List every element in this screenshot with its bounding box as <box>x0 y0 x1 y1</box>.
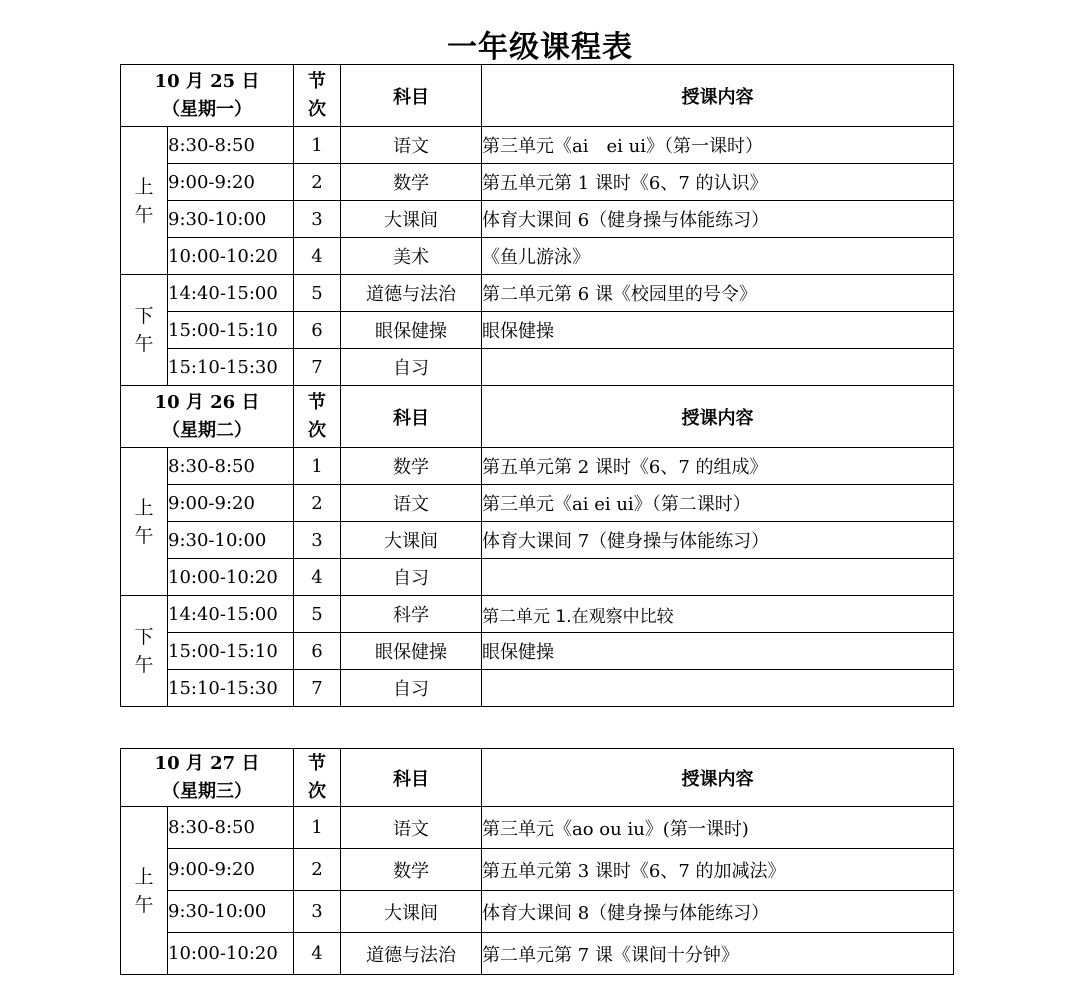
content-cell: 体育大课间 8（健身操与体能练习） <box>482 891 954 933</box>
num-cell: 2 <box>294 485 341 522</box>
time-cell: 9:00-9:20 <box>168 164 294 201</box>
day-date: 10 月 25 日 <box>154 70 260 92</box>
subject-cell: 数学 <box>341 849 482 891</box>
table-row <box>121 485 954 522</box>
num-cell: 7 <box>294 670 341 707</box>
table-row <box>121 849 954 891</box>
table-row <box>121 559 954 596</box>
table-row <box>121 633 954 670</box>
time-cell: 10:00-10:20 <box>168 238 294 275</box>
day-header-row <box>121 386 954 448</box>
time-cell: 10:00-10:20 <box>168 559 294 596</box>
num-cell: 1 <box>294 448 341 485</box>
content-header: 授课内容 <box>482 749 954 807</box>
content-header: 授课内容 <box>482 386 954 448</box>
day-header-row <box>121 65 954 127</box>
subject-cell: 道德与法治 <box>341 933 482 975</box>
num-cell: 6 <box>294 633 341 670</box>
num-cell: 1 <box>294 807 341 849</box>
subject-cell: 大课间 <box>341 201 482 238</box>
day-date: 10 月 26 日 <box>154 391 260 413</box>
subject-cell: 科学 <box>341 596 482 633</box>
period-label-am: 上 午 <box>121 448 168 596</box>
day-date-cell <box>121 386 294 448</box>
num-cell: 4 <box>294 933 341 975</box>
time-cell: 15:10-15:30 <box>168 349 294 386</box>
num-cell: 5 <box>294 275 341 312</box>
period-label-pm: 下 午 <box>121 596 168 707</box>
num-cell: 4 <box>294 238 341 275</box>
table-row <box>121 238 954 275</box>
table-row <box>121 596 954 633</box>
table-row <box>121 127 954 164</box>
content-cell: 眼保健操 <box>482 312 954 349</box>
subject-cell: 语文 <box>341 807 482 849</box>
subject-cell: 自习 <box>341 670 482 707</box>
subject-cell: 眼保健操 <box>341 633 482 670</box>
table-row <box>121 275 954 312</box>
table-row <box>121 670 954 707</box>
content-cell: 第三单元《ai ei ui》（第一课时） <box>482 127 954 164</box>
table-row <box>121 201 954 238</box>
time-cell: 10:00-10:20 <box>168 933 294 975</box>
content-cell <box>482 559 954 596</box>
schedule-table-wed <box>120 748 954 975</box>
num-cell: 7 <box>294 349 341 386</box>
content-cell: 第二单元 1.在观察中比较 <box>482 596 954 633</box>
period-label-am: 上 午 <box>121 127 168 275</box>
time-cell: 9:30-10:00 <box>168 891 294 933</box>
num-cell: 3 <box>294 201 341 238</box>
day-weekday: （星期二） <box>162 419 252 441</box>
time-cell: 15:10-15:30 <box>168 670 294 707</box>
time-cell: 8:30-8:50 <box>168 448 294 485</box>
content-cell: 第五单元第 3 课时《6、7 的加减法》 <box>482 849 954 891</box>
subject-cell: 自习 <box>341 349 482 386</box>
num-header: 节 次 <box>294 65 341 127</box>
time-cell: 15:00-15:10 <box>168 312 294 349</box>
table-row <box>121 448 954 485</box>
subject-cell: 大课间 <box>341 522 482 559</box>
time-cell: 9:30-10:00 <box>168 201 294 238</box>
content-header: 授课内容 <box>482 65 954 127</box>
content-cell: 第二单元第 6 课《校园里的号令》 <box>482 275 954 312</box>
num-cell: 3 <box>294 891 341 933</box>
content-cell: 眼保健操 <box>482 633 954 670</box>
table-row <box>121 891 954 933</box>
table-row <box>121 312 954 349</box>
subject-cell: 眼保健操 <box>341 312 482 349</box>
day-date-cell <box>121 65 294 127</box>
num-cell: 2 <box>294 849 341 891</box>
time-cell: 9:00-9:20 <box>168 849 294 891</box>
num-cell: 1 <box>294 127 341 164</box>
subject-cell: 语文 <box>341 127 482 164</box>
content-cell: 第五单元第 2 课时《6、7 的组成》 <box>482 448 954 485</box>
content-cell <box>482 670 954 707</box>
subject-cell: 数学 <box>341 164 482 201</box>
subject-cell: 自习 <box>341 559 482 596</box>
day-weekday: （星期一） <box>162 98 252 120</box>
content-cell: 体育大课间 7（健身操与体能练习） <box>482 522 954 559</box>
num-cell: 6 <box>294 312 341 349</box>
page-title: 一年级课程表 <box>447 30 633 65</box>
num-cell: 5 <box>294 596 341 633</box>
day-header-row <box>121 749 954 807</box>
content-cell: 第三单元《ao ou iu》(第一课时) <box>482 807 954 849</box>
day-date-cell <box>121 749 294 807</box>
day-date: 10 月 27 日 <box>154 752 260 774</box>
subject-cell: 道德与法治 <box>341 275 482 312</box>
time-cell: 8:30-8:50 <box>168 807 294 849</box>
period-label-pm: 下 午 <box>121 275 168 386</box>
num-cell: 2 <box>294 164 341 201</box>
table-row <box>121 349 954 386</box>
time-cell: 14:40-15:00 <box>168 596 294 633</box>
subject-cell: 大课间 <box>341 891 482 933</box>
content-cell: 《鱼儿游泳》 <box>482 238 954 275</box>
content-cell: 第三单元《ai ei ui》（第二课时） <box>482 485 954 522</box>
subject-cell: 语文 <box>341 485 482 522</box>
time-cell: 15:00-15:10 <box>168 633 294 670</box>
time-cell: 9:30-10:00 <box>168 522 294 559</box>
num-cell: 4 <box>294 559 341 596</box>
subject-cell: 美术 <box>341 238 482 275</box>
content-cell: 第五单元第 1 课时《6、7 的认识》 <box>482 164 954 201</box>
table-row <box>121 164 954 201</box>
subject-header: 科目 <box>341 386 482 448</box>
subject-cell: 数学 <box>341 448 482 485</box>
table-row <box>121 807 954 849</box>
subject-header: 科目 <box>341 749 482 807</box>
num-header: 节 次 <box>294 749 341 807</box>
day-weekday: （星期三） <box>162 780 252 802</box>
num-cell: 3 <box>294 522 341 559</box>
period-label-am: 上 午 <box>121 807 168 975</box>
table-row <box>121 933 954 975</box>
schedule-table-mon-tue <box>120 64 954 707</box>
content-cell: 第二单元第 7 课《课间十分钟》 <box>482 933 954 975</box>
content-cell: 体育大课间 6（健身操与体能练习） <box>482 201 954 238</box>
table-row <box>121 522 954 559</box>
content-cell <box>482 349 954 386</box>
time-cell: 14:40-15:00 <box>168 275 294 312</box>
num-header: 节 次 <box>294 386 341 448</box>
time-cell: 8:30-8:50 <box>168 127 294 164</box>
subject-header: 科目 <box>341 65 482 127</box>
time-cell: 9:00-9:20 <box>168 485 294 522</box>
